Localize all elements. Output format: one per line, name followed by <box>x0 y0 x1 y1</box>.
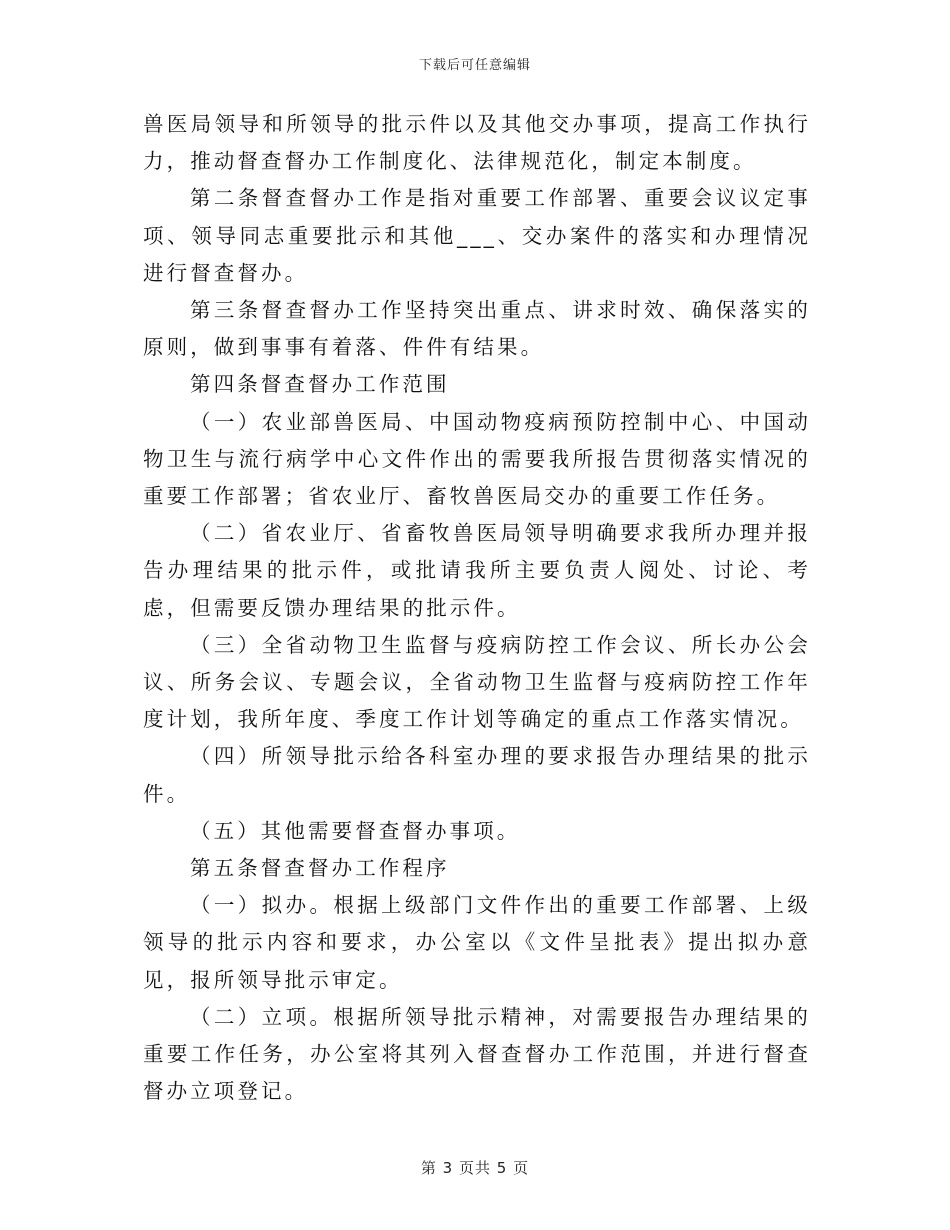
paragraph-article-4-item-3: （三）全省动物卫生监督与疫病防控工作会议、所长办公会议、所务会议、专题会议，全省动物卫生监督与疫病防控工作年度计划，我所年度、季度工作计划等确定的重点工作落实情况。 <box>143 632 811 732</box>
paragraph-article-4-item-4: （四）所领导批示给各科室办理的要求报告办理结果的批示件。 <box>143 744 811 806</box>
page-footer: 第 3 页共 5 页 <box>420 1159 530 1177</box>
paragraph-article-4-item-2: （二）省农业厅、省畜牧兽医局领导明确要求我所办理并报告办理结果的批示件，或批请我所主要负责人阅处、讨论、考虑，但需要反馈办理结果的批示件。 <box>143 521 811 620</box>
paragraph-article-4-heading: 第四条督查督办工作范围 <box>190 372 450 397</box>
paragraph-article-2: 第二条督查督办工作是指对重要工作部署、重要会议议定事项、领导同志重要批示和其他___、交办案件的落实和办理情况进行督查督办。 <box>143 186 811 285</box>
page-header: 下载后可任意编辑 <box>418 58 531 73</box>
paragraph-intro-continuation: 兽医局领导和所领导的批示件以及其他交办事项，提高工作执行力，推动督查督办工作制度化、法律规范化，制定本制度。 <box>143 112 811 174</box>
paragraph-article-5-heading: 第五条督查督办工作程序 <box>190 856 450 881</box>
paragraph-article-5-item-1: （一）拟办。根据上级部门文件作出的重要工作部署、上级领导的批示内容和要求，办公室以《文件呈批表》提出拟办意见，报所领导批示审定。 <box>143 893 811 992</box>
paragraph-article-4-item-1: （一）农业部兽医局、中国动物疫病预防控制中心、中国动物卫生与流行病学中心文件作出的需要我所报告贯彻落实情况的重要工作部署；省农业厅、畜牧兽医局交办的重要工作任务。 <box>143 409 811 509</box>
paragraph-article-4-item-5: （五）其他需要督查督办事项。 <box>190 818 521 843</box>
document-body <box>143 106 811 1110</box>
paragraph-article-5-item-2: （二）立项。根据所领导批示精神，对需要报告办理结果的重要工作任务，办公室将其列入督查督办工作范围，并进行督查督办立项登记。 <box>143 1004 811 1104</box>
paragraph-article-3: 第三条督查督办工作坚持突出重点、讲求时效、确保落实的原则，做到事事有着落、件件有结果。 <box>143 298 811 360</box>
